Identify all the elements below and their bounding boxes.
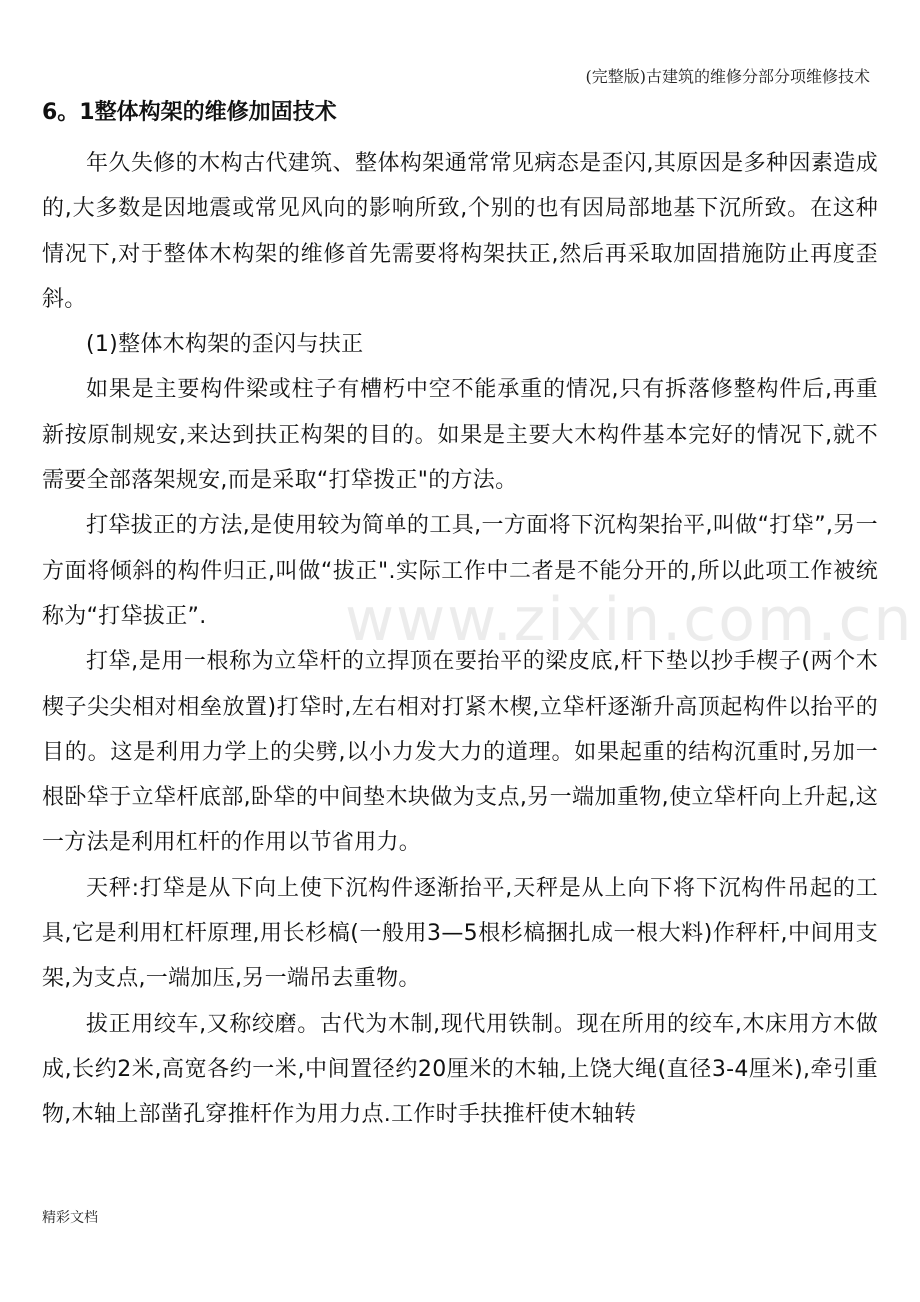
watermark-text: www.zixin.com.cn: [345, 585, 914, 655]
subsection-heading: (1)整体木构架的歪闪与扶正: [86, 332, 364, 358]
paragraph-dajian: 打牮,是用一根称为立牮杆的立捍顶在要抬平的梁皮底,杆下垫以抄手楔子(两个木楔子尖尖相对相垒放置)打牮时,左右相对打紧木楔,立牮杆逐渐升高顶起构件以抬平的目的。这是利用力学上的尖劈,以小力发大力的道理。如果起重的结构沉重时,另加一根卧牮于立牮杆底部,卧牮的中间垫木块做为支点,另一端加重物,使立牮杆向上升起,这一方法是利用杠杆的作用以节省用力。: [42, 649, 878, 856]
paragraph-intro: 年久失修的木构古代建筑、整体构架通常常见病态是歪闪,其原因是多种因素造成的,大多数是因地震或常见风向的影响所致,个别的也有因局部地基下沉所致。在这种情况下,对于整体木构架的维修首先需要将构架扶正,然后再采取加固措施防止再度歪斜。: [42, 151, 878, 312]
paragraph-repair-method: 如果是主要构件梁或柱子有槽朽中空不能承重的情况,只有拆落修整构件后,再重新按原制规安,来达到扶正构架的目的。如果是主要大木构件基本完好的情况下,就不需要全部落架规安,而是采取“打牮拨正"的方法。: [42, 377, 878, 494]
paragraph-winch: 拔正用绞车,又称绞磨。古代为木制,现代用铁制。现在所用的绞车,木床用方木做成,长约2米,高宽各约一米,中间置径约20厘米的木轴,上饶大绳(直径3-4厘米),牵引重物,木轴上部凿孔穿推杆作为用力点.工作时手扶推杆使木轴转: [42, 1011, 878, 1128]
body-text: [42, 141, 878, 1138]
paragraph-tianping: 天秤:打牮是从下向上使下沉构件逐渐抬平,天秤是从上向下将下沉构件吊起的工具,它是利用杠杆原理,用长杉槁(一般用3—5根杉槁捆扎成一根大料)作秤杆,中间用支架,为支点,一端加压,另一端吊去重物。: [42, 875, 878, 992]
paragraph-dajian-bazheng: 打牮拔正的方法,是使用较为简单的工具,一方面将下沉构架抬平,叫做“打牮”,另一方面将倾斜的构件归正,叫做“拔正".实际工作中二者是不能分开的,所以此项工作被统称为“打牮拔正”.: [42, 513, 878, 629]
document-header-title: (完整版)古建筑的维修分部分项维修技术: [585, 67, 870, 86]
footer-label: 精彩文档: [42, 1210, 98, 1226]
section-heading: 6。1整体构架的维修加固技术: [42, 100, 337, 125]
